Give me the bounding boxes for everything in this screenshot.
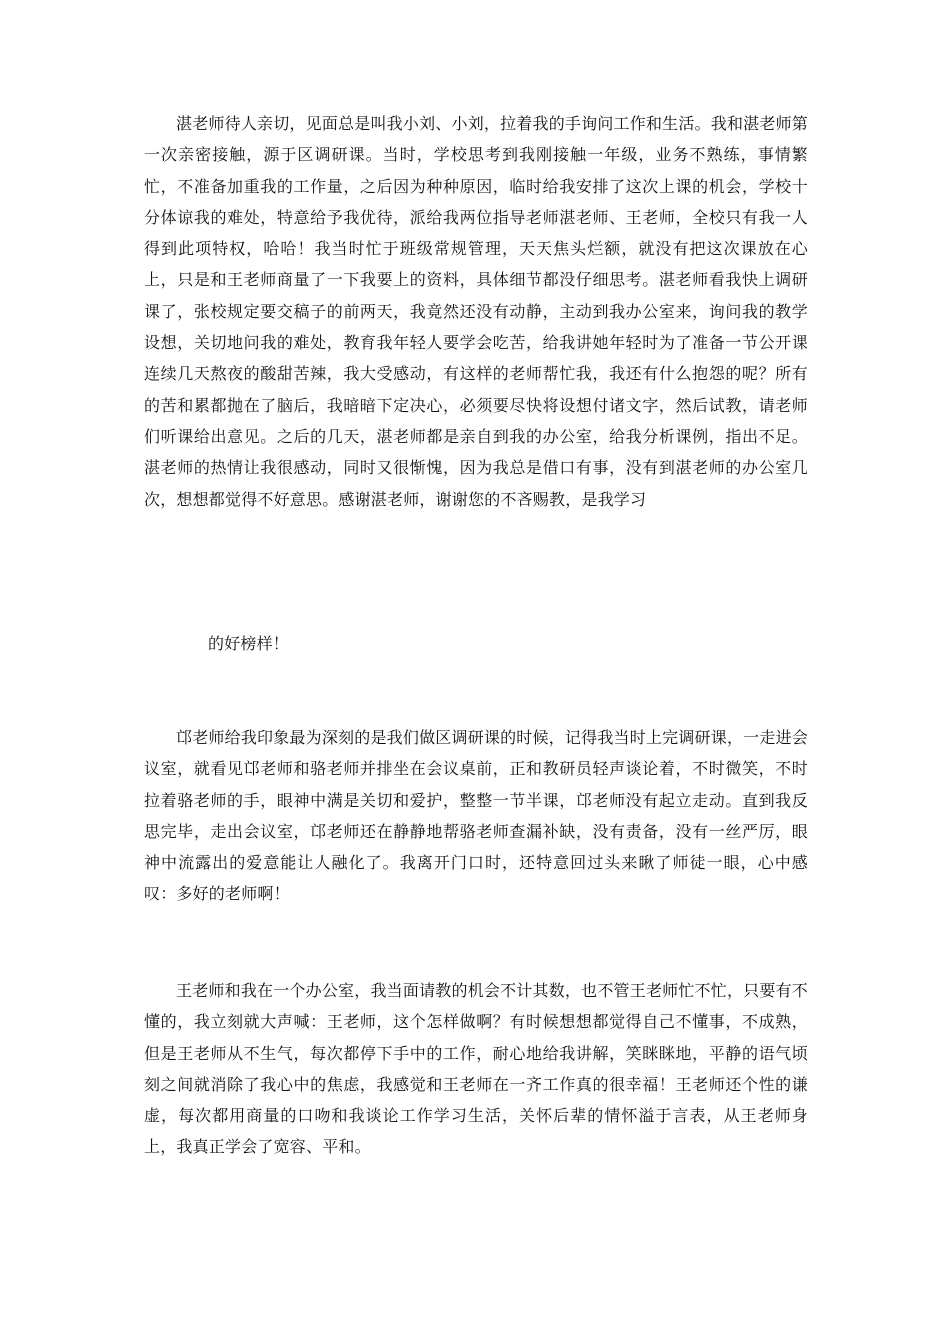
paragraph-zhan-teacher: 湛老师待人亲切，见面总是叫我小刘、小刘，拉着我的手询问工作和生活。我和湛老师第一次亲密接触，源于区调研课。当时，学校思考到我刚接触一年级，业务不熟练，事情繁忙，不准备加重我的工作量，之后因为种种原因，临时给我安排了这次上课的机会，学校十分体谅我的难处，特意给予我优待，派给我两位指导老师湛老师、王老师，全校只有我一人得到此项特权，哈哈！我当时忙于班级常规管理，天天焦头烂额，就没有把这次课放在心上，只是和王老师商量了一下我要上的资料，具体细节都没仔细思考。湛老师看我快上调研课了，张校规定要交稿子的前两天，我竟然还没有动静，主动到我办公室来，询问我的教学设想，关切地问我的难处，教育我年轻人要学会吃苦，给我讲她年轻时为了准备一节公开课连续几天熬夜的酸甜苦辣，我大受感动，有这样的老师帮忙我，我还有什么抱怨的呢？所有的苦和累都抛在了脑后，我暗暗下定决心，必须要尽快将设想付诸文字，然后试教，请老师们听课给出意见。之后的几天，湛老师都是亲自到我的办公室，给我分析课例，指出不足。湛老师的热情让我很感动，同时又很惭愧，因为我总是借口有事，没有到湛老师的办公室几次，想想都觉得不好意思。感谢湛老师，谢谢您的不吝赐教，是我学习 xyxy=(144,114,808,509)
paragraph-continuation: 的好榜样！ xyxy=(208,634,290,653)
paragraph-wang-teacher: 王老师和我在一个办公室，我当面请教的机会不计其数，也不管王老师忙不忙，只要有不懂的，我立刻就大声喊：王老师，这个怎样做啊？有时候想想都觉得自己不懂事，不成熟，但是王老师从不生气，每次都停下手中的工作，耐心地给我讲解，笑眯眯地，平静的语气顷刻之间就消除了我心中的焦虑，我感觉和王老师在一齐工作真的很幸福！王老师还个性的谦虚，每次都用商量的口吻和我谈论工作学习生活，关怀后辈的情怀溢于言表，从王老师身上，我真正学会了宽容、平和。 xyxy=(144,981,808,1157)
paragraph-mang-teacher: 邙老师给我印象最为深刻的是我们做区调研课的时候，记得我当时上完调研课，一走进会议室，就看见邙老师和骆老师并排坐在会议桌前，正和教研员轻声谈论着，不时微笑，不时拉着骆老师的手，眼神中满是关切和爱护，整整一节半课，邙老师没有起立走动。直到我反思完毕，走出会议室，邙老师还在静静地帮骆老师查漏补缺，没有责备，没有一丝严厉，眼神中流露出的爱意能让人融化了。我离开门口时，还特意回过头来瞅了师徒一眼，心中感叹：多好的老师啊！ xyxy=(144,728,808,904)
